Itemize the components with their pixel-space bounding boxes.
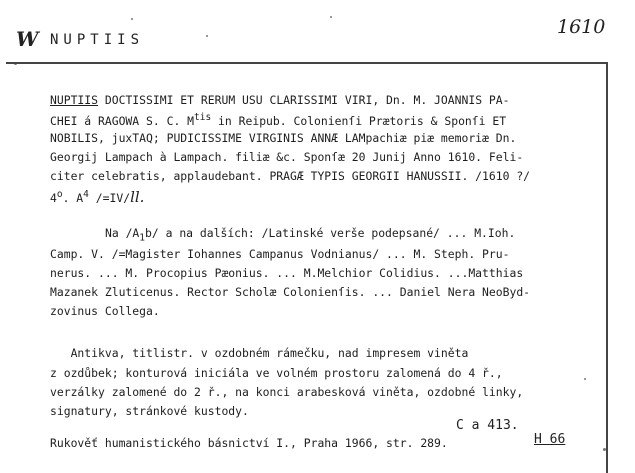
- scan-speck: [584, 378, 586, 380]
- description-line: CHEI á RAGOWA S. C. $M^{tis}$ in Reipub. Colonienſi Prætoris & Sponſi ET: [50, 112, 507, 128]
- description-line: Georgij Lampach à Lampach. filiæ &c. Sponſæ 20 Junij Anno 1610. Feli-: [50, 150, 524, 164]
- header-rule: [6, 62, 606, 64]
- typography-line: signatury, stránkové kustody.: [50, 404, 249, 418]
- scan-speck: [131, 18, 133, 20]
- scan-speck: [330, 16, 332, 18]
- description-line: NUPTIIS DOCTISSIMI ET RERUM USU CLARISSIMI VIRI, Dn. M. JOANNIS PA-: [50, 93, 510, 107]
- description-line: 4$^o$. $A^4$ /=IV/ll.: [50, 188, 145, 206]
- contents-line: Mazanek Zluticenus. Rector Scholæ Colonienſis. ... Daniel Nera NeoByd-: [50, 285, 531, 299]
- contents-line: zovinus Collega.: [50, 304, 160, 318]
- call-number: C a 413.: [456, 418, 519, 433]
- description-line: citer celebratis, applaudebant. PRAGÆ TYPIS GEORGII HANUSSII. /1610 ?/: [50, 169, 531, 183]
- typography-line: z ozdůbek; konturová iniciála ve volném prostoru zalomená do 4 ř.,: [50, 366, 503, 380]
- description-line: NOBILIS, juxTAQ; PUDICISSIME VIRGINIS ANNÆ LAMpachiæ piæ memoriæ Dn.: [50, 131, 517, 145]
- header-mark: W: [16, 27, 39, 51]
- typography-line: Antikva, titlistr. v ozdobném rámečku, nad impresem viněta: [50, 346, 469, 360]
- typography-line: verzálky zalomené do 2 ř., na konci arabesková viněta, ozdobné linky,: [50, 385, 524, 399]
- handwritten-note: ll.: [130, 188, 145, 206]
- scan-speck: [206, 35, 208, 37]
- header-year: 1610: [557, 16, 606, 38]
- reference-line: Rukověť humanistického básnictví I., Praha 1966, str. 289.: [50, 436, 448, 450]
- shelf-signature: H 66: [534, 432, 566, 447]
- contents-line: Camp. V. /=Magister Iohannes Campanus Vodnianus/ ... M. Steph. Pru-: [50, 247, 510, 261]
- contents-line: nerus. ... M. Procopius Pæonius. ... M.Melchior Colidius. ...Matthias: [50, 266, 524, 280]
- header-title: NUPTIIS: [50, 32, 145, 48]
- margin-rule: [606, 62, 608, 473]
- contents-line: Na $/A_1b/$ a na dalších: /Latinské verše podepsané/ ... M.Ioh.: [105, 226, 516, 244]
